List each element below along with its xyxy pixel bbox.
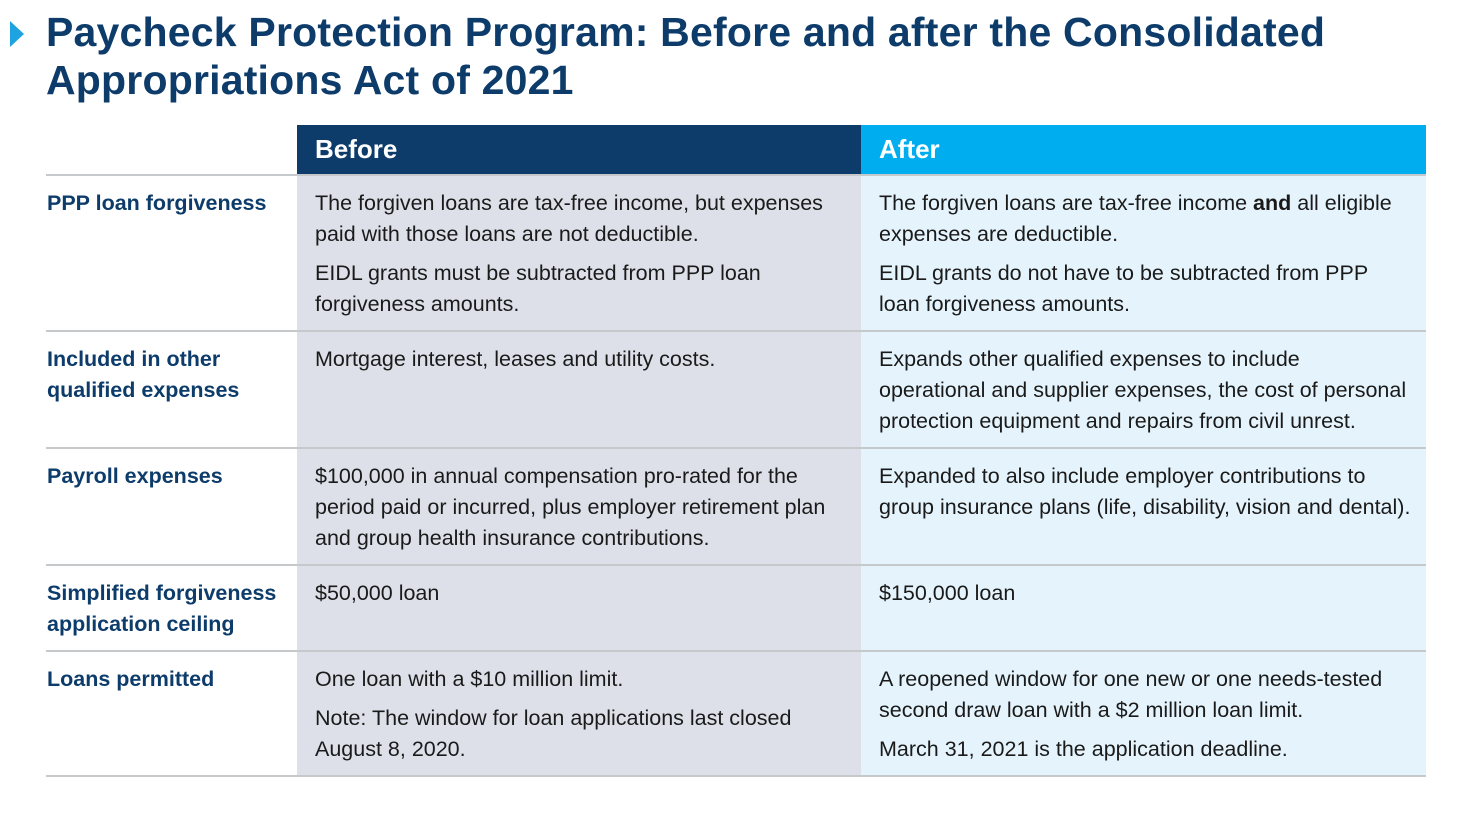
cell-text-part: all eligible expenses are deductible.: [879, 191, 1392, 246]
after-cell: [861, 176, 1426, 330]
row-label: PPP loan forgiveness: [47, 191, 267, 215]
before-cell: [297, 176, 861, 330]
cell-text: A reopened window for one new or one needs-tested second draw loan with a $2 million loan limit.: [879, 667, 1383, 722]
cell-text: EIDL grants must be subtracted from PPP loan forgiveness amounts.: [315, 261, 761, 316]
after-cell: [861, 652, 1426, 775]
before-cell: [297, 449, 861, 564]
after-cell: [861, 332, 1426, 447]
cell-text-part: The forgiven loans are tax-free income: [879, 191, 1254, 215]
row-label: Payroll expenses: [47, 464, 223, 488]
cell-text: The forgiven loans are tax-free income, but expenses paid with those loans are not deductible.: [315, 191, 823, 246]
cell-text: $100,000 in annual compensation pro-rated for the period paid or incurred, plus employer retirement plan and group health insurance contributions.: [315, 464, 826, 550]
cell-text: Expanded to also include employer contributions to group insurance plans (life, disability, vision and dental).: [879, 464, 1411, 519]
cell-text: Note: The window for loan applications last closed August 8, 2020.: [315, 706, 792, 761]
comparison-table: [46, 125, 1426, 777]
cell-text: One loan with a $10 million limit.: [315, 667, 624, 691]
cell-text: EIDL grants do not have to be subtracted from PPP loan forgiveness amounts.: [879, 261, 1368, 316]
row-label: Simplified forgiveness application ceiling: [47, 581, 277, 636]
page-title: Paycheck Protection Program: Before and after the Consolidated Appropriations Act of 2021: [46, 9, 1326, 103]
table-row: [46, 174, 1426, 330]
before-cell: [297, 652, 861, 775]
cell-text: [879, 188, 1412, 250]
header-blank-cell: [46, 125, 297, 174]
table-row: [46, 650, 1426, 777]
cell-text: Mortgage interest, leases and utility costs.: [315, 347, 716, 371]
row-label: Loans permitted: [47, 667, 215, 691]
before-cell: [297, 566, 861, 650]
cell-text: $150,000 loan: [879, 581, 1016, 605]
header-after: After: [861, 125, 1426, 174]
after-cell: [861, 566, 1426, 650]
cell-text: $50,000 loan: [315, 581, 440, 605]
table-row: [46, 330, 1426, 447]
row-label: Included in other qualified expenses: [47, 347, 240, 402]
table-row: [46, 447, 1426, 564]
table-header: [46, 125, 1426, 174]
before-cell: [297, 332, 861, 447]
after-cell: [861, 449, 1426, 564]
cell-text: March 31, 2021 is the application deadline.: [879, 737, 1288, 761]
emphasis-text: and: [1253, 191, 1292, 215]
title-marker-icon: [10, 21, 24, 47]
table-row: [46, 564, 1426, 650]
header-before: Before: [297, 125, 861, 174]
cell-text: Expands other qualified expenses to include operational and supplier expenses, the cost of personal protection equipment and repairs from civil unrest.: [879, 347, 1407, 433]
